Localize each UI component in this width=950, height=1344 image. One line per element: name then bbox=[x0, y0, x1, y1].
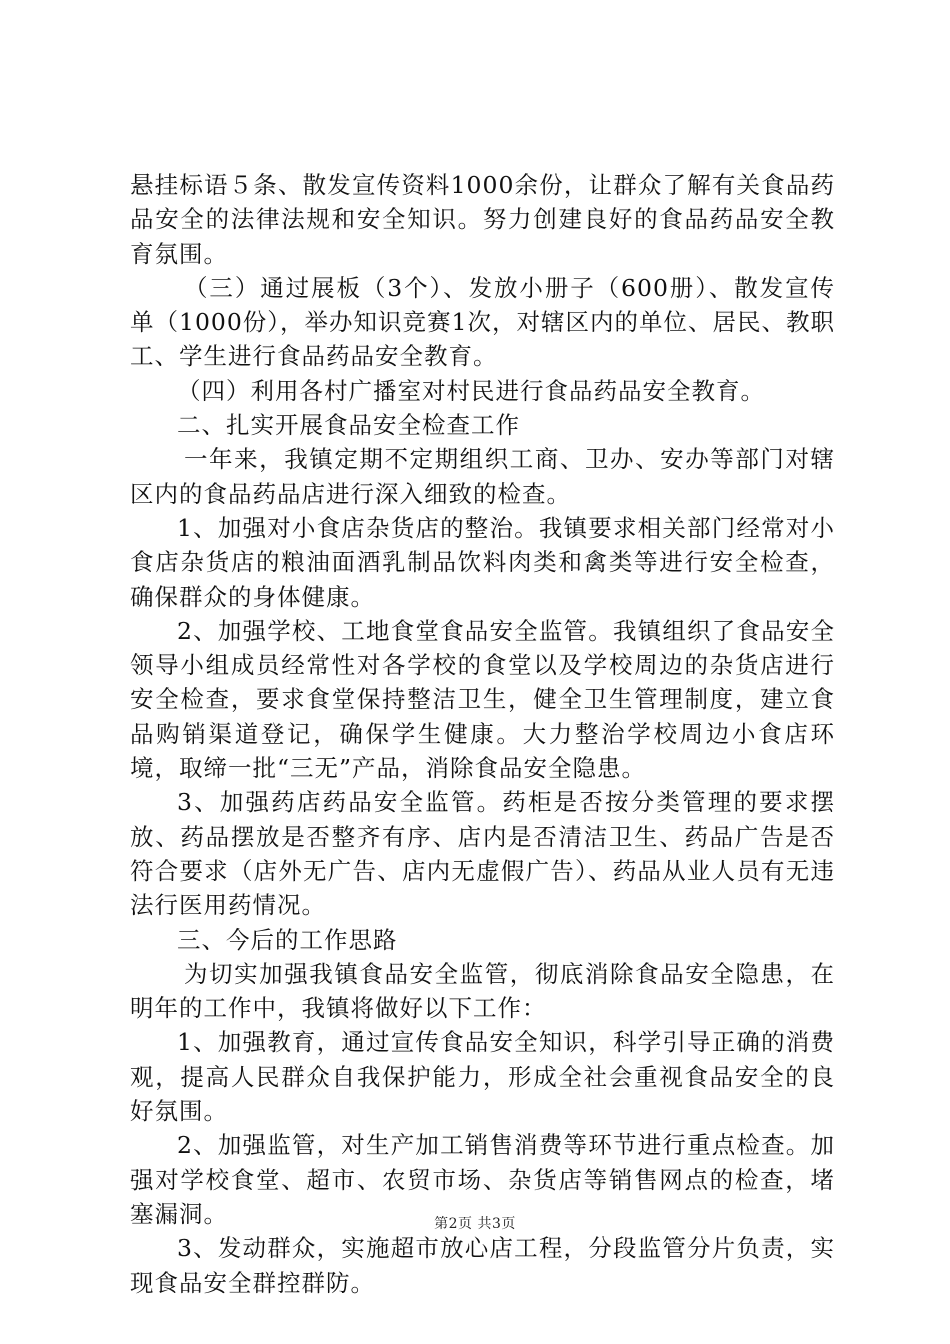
page-number-label: 第2页 共3页 bbox=[434, 1216, 516, 1232]
section-heading-future-work: 三、今后的工作思路 bbox=[177, 925, 398, 954]
paragraph-education: 1、加强教育，通过宣传食品安全知识，科学引导正确的消费观，提高人民群众自我保护能力，形成全社会重视食品安全的良好氛围。 bbox=[130, 1028, 835, 1126]
paragraph-future-intro: 为切实加强我镇食品安全监管，彻底消除食品安全隐患，在明年的工作中，我镇将做好以下工作： bbox=[130, 959, 835, 1023]
paragraph-item-four: （四）利用各村广播室对村民进行食品药品安全教育。 bbox=[177, 376, 765, 405]
page-footer bbox=[0, 1213, 950, 1233]
document-body bbox=[130, 168, 835, 1300]
section-heading-inspection: 二、扎实开展食品安全检查工作 bbox=[177, 411, 520, 440]
paragraph-inspection-intro: 一年来，我镇定期不定期组织工商、卫办、安办等部门对辖区内的食品药品店进行深入细致的检查。 bbox=[130, 445, 835, 508]
paragraph-mobilize-public: 3、发动群众，实施超市放心店工程，分段监管分片负责，实现食品安全群控群防。 bbox=[130, 1234, 835, 1297]
paragraph-pharmacies: 3、加强药店药品安全监管。药柜是否按分类管理的要求摆放、药品摆放是否整齐有序、店内是否清洁卫生、药品广告是否符合要求（店外无广告、店内无虚假广告）、药品从业人员有无违法行医用药情况。 bbox=[130, 788, 835, 920]
paragraph-small-shops: 1、加强对小食店杂货店的整治。我镇要求相关部门经常对小食店杂货店的粮油面酒乳制品饮料肉类和禽类等进行安全检查，确保群众的身体健康。 bbox=[130, 513, 835, 611]
paragraph-item-three: （三）通过展板（3个）、发放小册子（600册）、散发宣传单（1000份），举办知识竞赛1次，对辖区内的单位、居民、教职工、学生进行食品药品安全教育。 bbox=[130, 273, 836, 371]
paragraph-school-canteens: 2、加强学校、工地食堂食品安全监管。我镇组织了食品安全领导小组成员经常性对各学校的食堂以及学校周边的杂货店进行安全检查，要求食堂保持整洁卫生，健全卫生管理制度，建立食品购销渠道登记，确保学生健康。大力整治学校周边小食店环境，取缔一批“三无”产品，消除食品安全隐患。 bbox=[130, 616, 835, 783]
paragraph-slogans: 悬挂标语５条、散发宣传资料1000余份，让群众了解有关食品药品安全的法律法规和安全知识。努力创建良好的食品药品安全教育氛围。 bbox=[130, 171, 835, 268]
paragraph-supervision: 2、加强监管，对生产加工销售消费等环节进行重点检查。加强对学校食堂、超市、农贸市场、杂货店等销售网点的检查，堵塞漏洞。 bbox=[130, 1131, 835, 1228]
